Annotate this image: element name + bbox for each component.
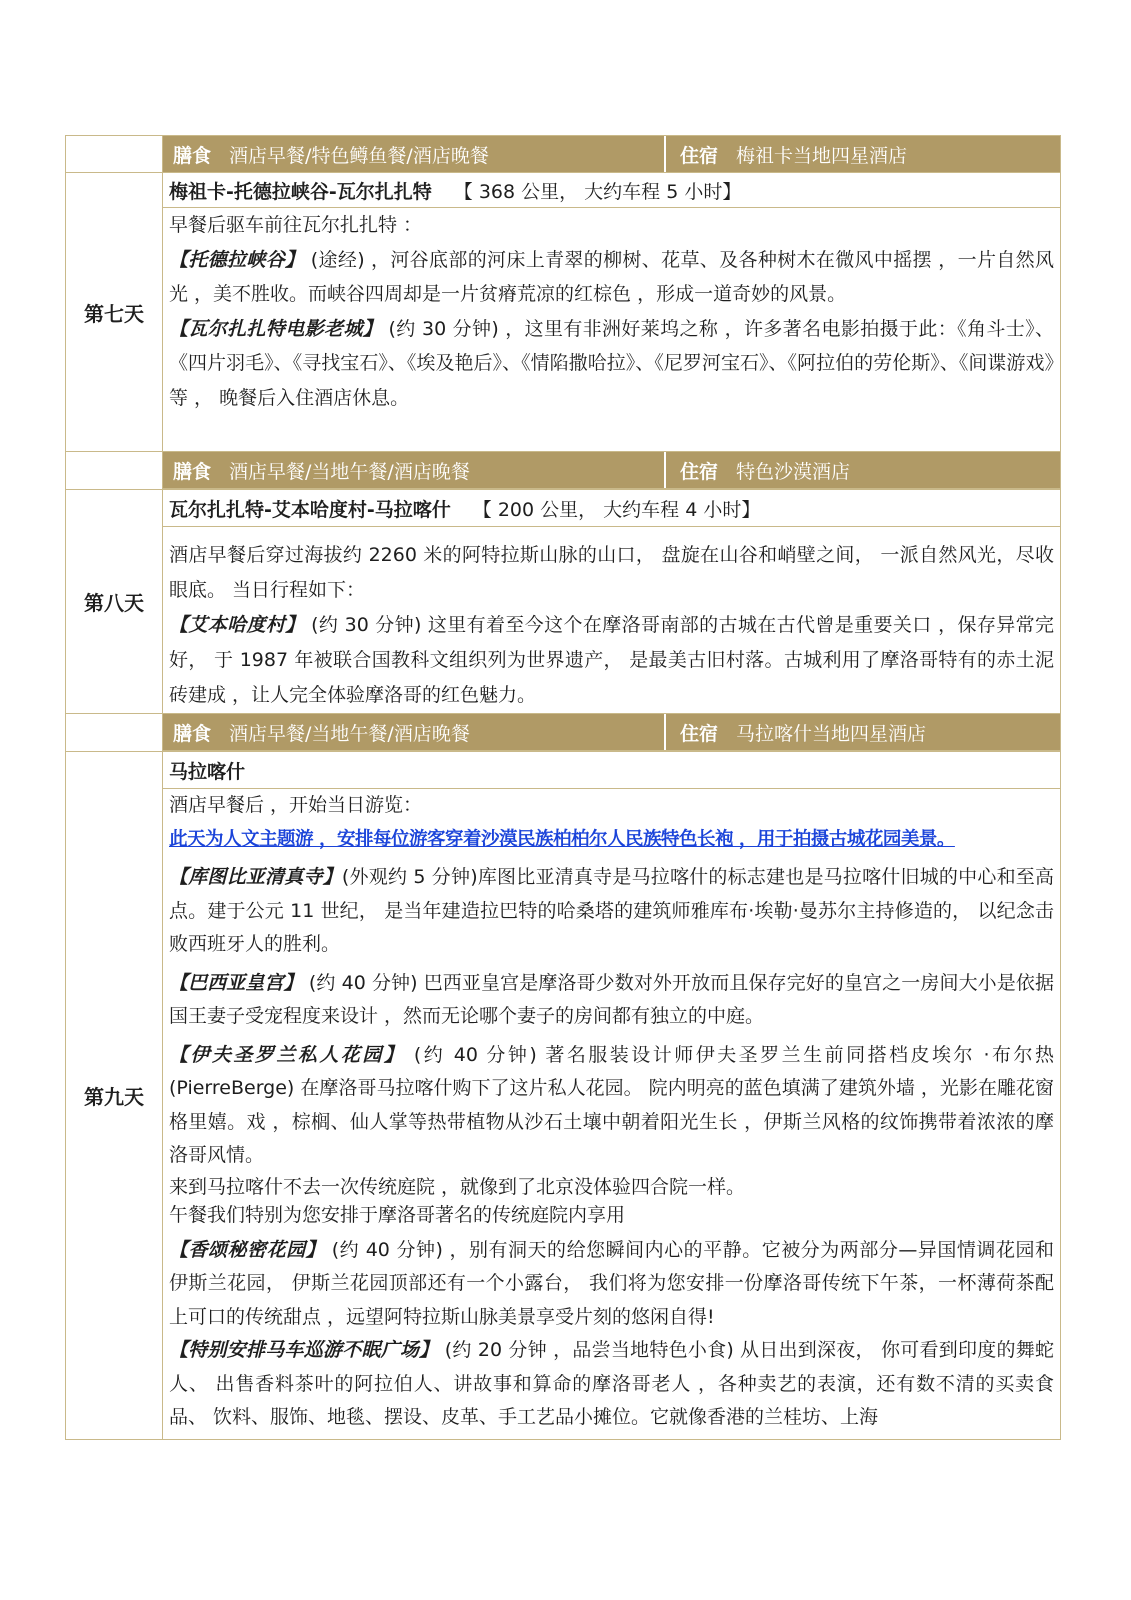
day9-content [163, 752, 1061, 1440]
route-name: 瓦尔扎扎特-艾本哈度村-马拉喀什 [169, 498, 451, 521]
intro-text: 酒店早餐后穿过海拔约 2260 米的阿特拉斯山脉的山口， 盘旋在山谷和峭壁之间， 一派自然风光，尽收眼底。 当日行程如下： [169, 544, 1054, 601]
spot-paragraph [169, 1234, 1054, 1335]
meals-value: 酒店早餐/特色鳟鱼餐/酒店晚餐 [229, 144, 489, 167]
day-label: 第七天 [66, 173, 163, 452]
spot-title: 【艾本哈度村】 [169, 614, 305, 636]
meal-bar [163, 452, 1061, 489]
spot-text: (途经) ，河谷底部的河床上青翠的柳树、花草、及各种树木在微风中摇摆 ，一片自然风光 ，美不胜收。而峡谷四周却是一片贫瘠荒凉的红棕色 ，形成一道奇妙的风景。 [169, 248, 1054, 305]
route-heading [163, 752, 1060, 789]
lodging-tag: 住宿 [680, 722, 719, 745]
meal-row-day8 [66, 714, 1061, 751]
intro-text: 早餐后驱车前往瓦尔扎扎特 ： [169, 214, 423, 236]
day8-description [163, 527, 1060, 713]
lodging-tag: 住宿 [680, 144, 719, 167]
day8-row [66, 489, 1061, 714]
route-name: 马拉喀什 [169, 760, 246, 783]
spot-text: (约 20 分钟 ，品尝当地特色小食) 从日出到深夜， 你可看到印度的舞蛇人、 出售香料茶叶的阿拉伯人、讲故事和算命的摩洛哥老人 ，各种卖艺的表演，还有数不清的买卖食品、 饮料、服饰、地毯、摆设、皮革、手工艺品小摊位。它就像香港的兰桂坊、上海 [169, 1339, 1054, 1428]
meal-row-lead [66, 136, 163, 173]
route-heading [163, 490, 1060, 527]
lodging-cell [666, 136, 1060, 172]
spot-title: 【瓦尔扎扎特电影老城】 [169, 317, 383, 340]
meals-tag: 膳食 [173, 722, 212, 745]
lodging-cell [666, 714, 1060, 750]
meals-tag: 膳食 [173, 144, 212, 167]
meals-tag: 膳食 [173, 460, 212, 483]
courtyard-line: 来到马拉喀什不去一次传统庭院 ，就像到了北京没体验四合院一样。 [169, 1175, 746, 1198]
spot-title: 【特别安排马车巡游不眠广场】 [169, 1339, 439, 1361]
spot-title: 【托德拉峡谷】 [169, 248, 305, 271]
spot-text: (外观约 5 分钟)库图比亚清真寺是马拉喀什的标志建也是马拉喀什旧城的中心和至高点。建于公元 11 世纪， 是当年建造拉巴特的哈桑塔的建筑师雅库布·埃勒·曼苏尔主持修造的， 以纪念击败西班牙人的胜利。 [169, 866, 1054, 955]
meals-value: 酒店早餐/当地午餐/酒店晚餐 [229, 460, 470, 483]
meals-cell [163, 452, 666, 488]
spot-title: 【巴西亚皇宫】 [169, 971, 303, 994]
spot-paragraph [169, 1039, 1054, 1173]
spot-paragraph [169, 967, 1054, 1034]
day7-content [163, 173, 1061, 452]
route-distance: 【 200 公里， 大约车程 4 小时】 [472, 498, 761, 521]
lodging-value: 梅祖卡当地四星酒店 [736, 144, 908, 167]
spot-paragraph [169, 312, 1054, 416]
day9-row [66, 751, 1061, 1440]
lunch-line: 午餐我们特别为您安排于摩洛哥著名的传统庭院内享用 [169, 1203, 626, 1226]
meal-bar [163, 714, 1061, 751]
intro-text: 酒店早餐后 ，开始当日游览： [169, 794, 423, 816]
meal-row-day6 [66, 136, 1061, 173]
lodging-tag: 住宿 [680, 460, 719, 483]
meal-bar [163, 136, 1061, 173]
spot-text: (约 40 分钟) 巴西亚皇宫是摩洛哥少数对外开放而且保存完好的皇宫之一房间大小是依据国王妻子受宠程度来设计 ，然而无论哪个妻子的房间都有独立的中庭。 [169, 971, 1054, 1027]
meals-cell [163, 136, 666, 172]
spot-paragraph [169, 1334, 1054, 1435]
route-name: 梅祖卡-托德拉峡谷-瓦尔扎扎特 [169, 180, 432, 203]
route-distance: 【 368 公里， 大约车程 5 小时】 [453, 180, 742, 203]
day-label: 第八天 [66, 490, 163, 714]
day-label: 第九天 [66, 752, 163, 1440]
spot-paragraph [169, 608, 1054, 713]
meal-row-lead [66, 452, 163, 489]
itinerary-table [65, 135, 1061, 1440]
route-heading [163, 173, 1060, 208]
spot-text: (约 40 分钟) 著名服装设计师伊夫圣罗兰生前同搭档皮埃尔 ·布尔热 (PierreBerge) 在摩洛哥马拉喀什购下了这片私人花园。 院内明亮的蓝色填满了建筑外墙 ，光影在雕花窗格里嬉。戏 ，棕榈、仙人掌等热带植物从沙石土壤中朝着阳光生长 ，伊斯兰风格的纹饰携带着浓浓的摩洛哥风情。 [169, 1043, 1054, 1166]
spot-paragraph [169, 861, 1054, 962]
meals-cell [163, 714, 666, 750]
spot-title: 【伊夫圣罗兰私人花园】 [169, 1043, 406, 1066]
spot-title: 【香颂秘密花园】 [169, 1238, 326, 1261]
theme-highlight-link[interactable]: 此天为人文主题游 ，安排每位游客穿着沙漠民族柏柏尔人民族特色长袍 ，用于拍摄古城花园美景。 [169, 828, 955, 850]
spot-text: (约 30 分钟) 这里有着至今这个在摩洛哥南部的古城在古代曾是重要关口 ，保存异常完 好， 于 1987 年被联合国教科文组织列为世界遗产， 是最美古旧村落。古城利用了摩洛哥特有的赤土泥砖建成 ，让人完全体验摩洛哥的红色魅力。 [169, 614, 1054, 706]
lodging-value: 特色沙漠酒店 [736, 460, 851, 483]
day7-description [163, 208, 1060, 451]
day7-row [66, 173, 1061, 452]
spot-text: (约 40 分钟) ，别有洞天的给您瞬间内心的平静。它被分为两部分—异国情调花园和 伊斯兰花园， 伊斯兰花园顶部还有一个小露台， 我们将为您安排一份摩洛哥传统下午茶，一杯薄荷茶配上可口的传统甜点 ，远望阿特拉斯山脉美景享受片刻的悠闲自得! [169, 1238, 1054, 1328]
day9-description [163, 789, 1060, 1439]
meals-value: 酒店早餐/当地午餐/酒店晚餐 [229, 722, 470, 745]
spot-title: 【库图比亚清真寺】 [169, 866, 342, 888]
meal-row-day7 [66, 452, 1061, 489]
day8-content [163, 490, 1061, 714]
lodging-value: 马拉喀什当地四星酒店 [736, 722, 927, 745]
meal-row-lead [66, 714, 163, 751]
lodging-cell [666, 452, 1060, 488]
spot-text: (约 30 分钟) ，这里有非洲好莱坞之称 ，许多著名电影拍摄于此：《角斗士》、 《四片羽毛》、《寻找宝石》、《埃及艳后》、《情陷撒哈拉》、《尼罗河宝石》、《阿拉伯的劳伦斯》、《间谍游戏》等 ， 晚餐后入住酒店休息。 [169, 317, 1054, 409]
spot-paragraph [169, 243, 1054, 312]
